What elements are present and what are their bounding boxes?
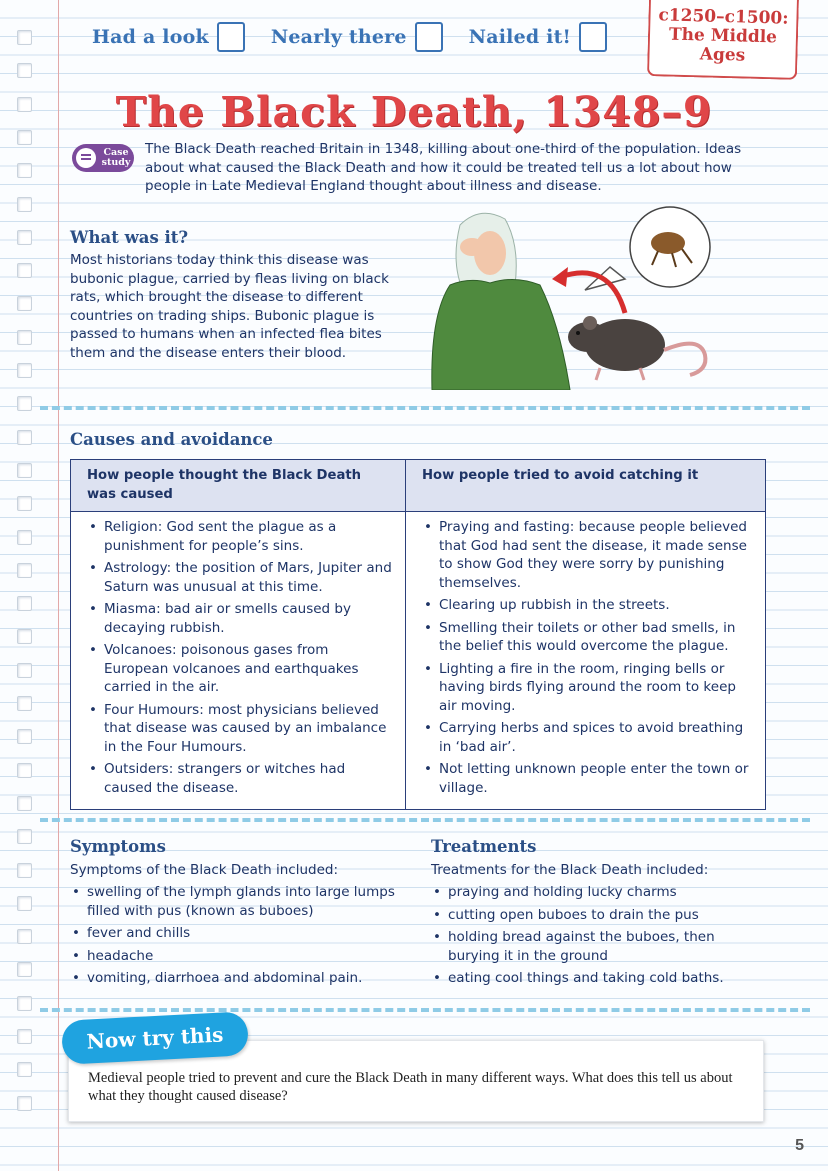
era-line: c1250–c1500: bbox=[658, 5, 789, 29]
list-item: • Praying and fasting: because people believed that God had sent the disease, it made sense to show God they were sorry by punishing themselves. bbox=[422, 518, 755, 592]
binder-hole bbox=[17, 330, 32, 345]
section-divider bbox=[40, 406, 810, 410]
progress-tracker bbox=[92, 22, 633, 52]
avoidance-list bbox=[422, 518, 755, 797]
binder-hole bbox=[17, 1062, 32, 1077]
section-divider bbox=[40, 1008, 810, 1012]
nearly-there-checkbox[interactable] bbox=[415, 22, 443, 52]
tracker-label: Nearly there bbox=[270, 26, 407, 48]
tracker-label: Had a look bbox=[92, 26, 209, 48]
list-item: • Lighting a fire in the room, ringing bells or having birds flying around the room to keep air moving. bbox=[422, 660, 755, 716]
era-line: The Middle bbox=[668, 24, 778, 48]
intro-paragraph: The Black Death reached Britain in 1348, killing about one-third of the population. Ideas about what caused the Black Death and how it could be treated tell us a lot about how people in Late Medieval England thought about illness and disease. bbox=[145, 141, 742, 194]
what-was-it-text: Most historians today think this disease was bubonic plague, carried by fleas living on black rats, which brought the disease to different countries on trading ships. Bubonic plague is passed to humans when an infected flea bites them and the disease enters their blood. bbox=[70, 252, 389, 361]
sick-woman-illustration bbox=[432, 213, 570, 390]
binder-hole bbox=[17, 896, 32, 911]
binder-hole bbox=[17, 296, 32, 311]
binder-hole bbox=[17, 163, 32, 178]
tracker-nailed-it bbox=[469, 22, 607, 52]
binder-hole bbox=[17, 929, 32, 944]
binder-hole bbox=[17, 796, 32, 811]
binder-hole bbox=[17, 197, 32, 212]
notebook-margin-line bbox=[58, 0, 59, 1171]
binder-hole bbox=[17, 729, 32, 744]
binder-hole bbox=[17, 863, 32, 878]
binder-hole bbox=[17, 663, 32, 678]
causes-column bbox=[71, 512, 406, 810]
table-header-causes: How people thought the Black Death was caused bbox=[71, 460, 406, 512]
binder-hole bbox=[17, 596, 32, 611]
list-item: • headache bbox=[70, 947, 410, 966]
era-tab bbox=[647, 0, 799, 80]
now-try-this-label: Now try this bbox=[86, 1022, 224, 1054]
binder-hole bbox=[17, 1029, 32, 1044]
binder-hole bbox=[17, 829, 32, 844]
tracker-had-a-look bbox=[92, 22, 245, 52]
binder-hole bbox=[17, 396, 32, 411]
had-a-look-checkbox[interactable] bbox=[217, 22, 245, 52]
binder-hole bbox=[17, 430, 32, 445]
list-item: • Religion: God sent the plague as a punishment for people’s sins. bbox=[87, 518, 395, 555]
era-line: Ages bbox=[699, 44, 746, 66]
list-item: • Volcanoes: poisonous gases from European volcanoes and earthquakes carried in the air. bbox=[87, 641, 395, 697]
case-study-badge bbox=[72, 144, 134, 172]
treatments-intro: Treatments for the Black Death included: bbox=[431, 862, 709, 878]
plague-illustration bbox=[420, 205, 720, 390]
section-divider bbox=[40, 818, 810, 822]
avoidance-column bbox=[406, 512, 766, 810]
symptoms-intro: Symptoms of the Black Death included: bbox=[70, 862, 339, 878]
causes-table bbox=[70, 459, 766, 810]
binder-hole bbox=[17, 30, 32, 45]
rat-illustration bbox=[568, 316, 705, 380]
list-item: • Carrying herbs and spices to avoid breathing in ‘bad air’. bbox=[422, 719, 755, 756]
list-item: • cutting open buboes to drain the pus bbox=[431, 906, 761, 925]
binder-hole bbox=[17, 63, 32, 78]
list-item: • Clearing up rubbish in the streets. bbox=[422, 596, 755, 615]
binder-hole bbox=[17, 263, 32, 278]
binder-hole bbox=[17, 530, 32, 545]
what-was-it-heading: What was it? bbox=[70, 228, 189, 247]
case-study-label: Case study bbox=[101, 147, 131, 168]
list-item: • swelling of the lymph glands into large lumps filled with pus (known as buboes) bbox=[70, 883, 410, 920]
list-item: • Outsiders: strangers or witches had caused the disease. bbox=[87, 760, 395, 797]
list-item: • vomiting, diarrhoea and abdominal pain. bbox=[70, 969, 410, 988]
causes-list bbox=[87, 518, 395, 797]
treatments-list bbox=[431, 883, 761, 992]
speech-bubble-icon bbox=[76, 148, 96, 168]
tracker-nearly-there bbox=[271, 22, 443, 52]
binder-hole bbox=[17, 363, 32, 378]
list-item: • fever and chills bbox=[70, 924, 410, 943]
binder-hole bbox=[17, 563, 32, 578]
binder-hole bbox=[17, 496, 32, 511]
list-item: • Astrology: the position of Mars, Jupiter and Saturn was unusual at this time. bbox=[87, 559, 395, 596]
binder-hole bbox=[17, 996, 32, 1011]
binder-hole bbox=[17, 230, 32, 245]
list-item: • Not letting unknown people enter the town or village. bbox=[422, 760, 755, 797]
binder-hole bbox=[17, 962, 32, 977]
symptoms-heading: Symptoms bbox=[70, 837, 166, 856]
table-header-avoidance: How people tried to avoid catching it bbox=[406, 460, 766, 512]
list-item: • Four Humours: most physicians believed that disease was caused by an imbalance in the Four Humours. bbox=[87, 701, 395, 757]
nailed-it-checkbox[interactable] bbox=[579, 22, 607, 52]
binder-hole bbox=[17, 463, 32, 478]
now-try-this-question: Medieval people tried to prevent and cure the Black Death in many different ways. What does this tell us about what they thought caused disease? bbox=[88, 1070, 733, 1104]
list-item: • praying and holding lucky charms bbox=[431, 883, 761, 902]
list-item: • Miasma: bad air or smells caused by decaying rubbish. bbox=[87, 600, 395, 637]
page-number: 5 bbox=[795, 1137, 804, 1154]
list-item: • Smelling their toilets or other bad smells, in the belief this would overcome the plague. bbox=[422, 619, 755, 656]
page-title: The Black Death, 1348–9 bbox=[115, 88, 713, 136]
treatments-heading: Treatments bbox=[431, 837, 537, 856]
symptoms-list bbox=[70, 883, 410, 992]
binder-hole bbox=[17, 1096, 32, 1111]
tracker-label: Nailed it! bbox=[468, 26, 572, 48]
list-item: • eating cool things and taking cold baths. bbox=[431, 969, 761, 988]
binder-hole bbox=[17, 696, 32, 711]
causes-heading: Causes and avoidance bbox=[70, 430, 273, 449]
list-item: • holding bread against the buboes, then burying it in the ground bbox=[431, 928, 761, 965]
binder-hole bbox=[17, 763, 32, 778]
binder-hole bbox=[17, 629, 32, 644]
